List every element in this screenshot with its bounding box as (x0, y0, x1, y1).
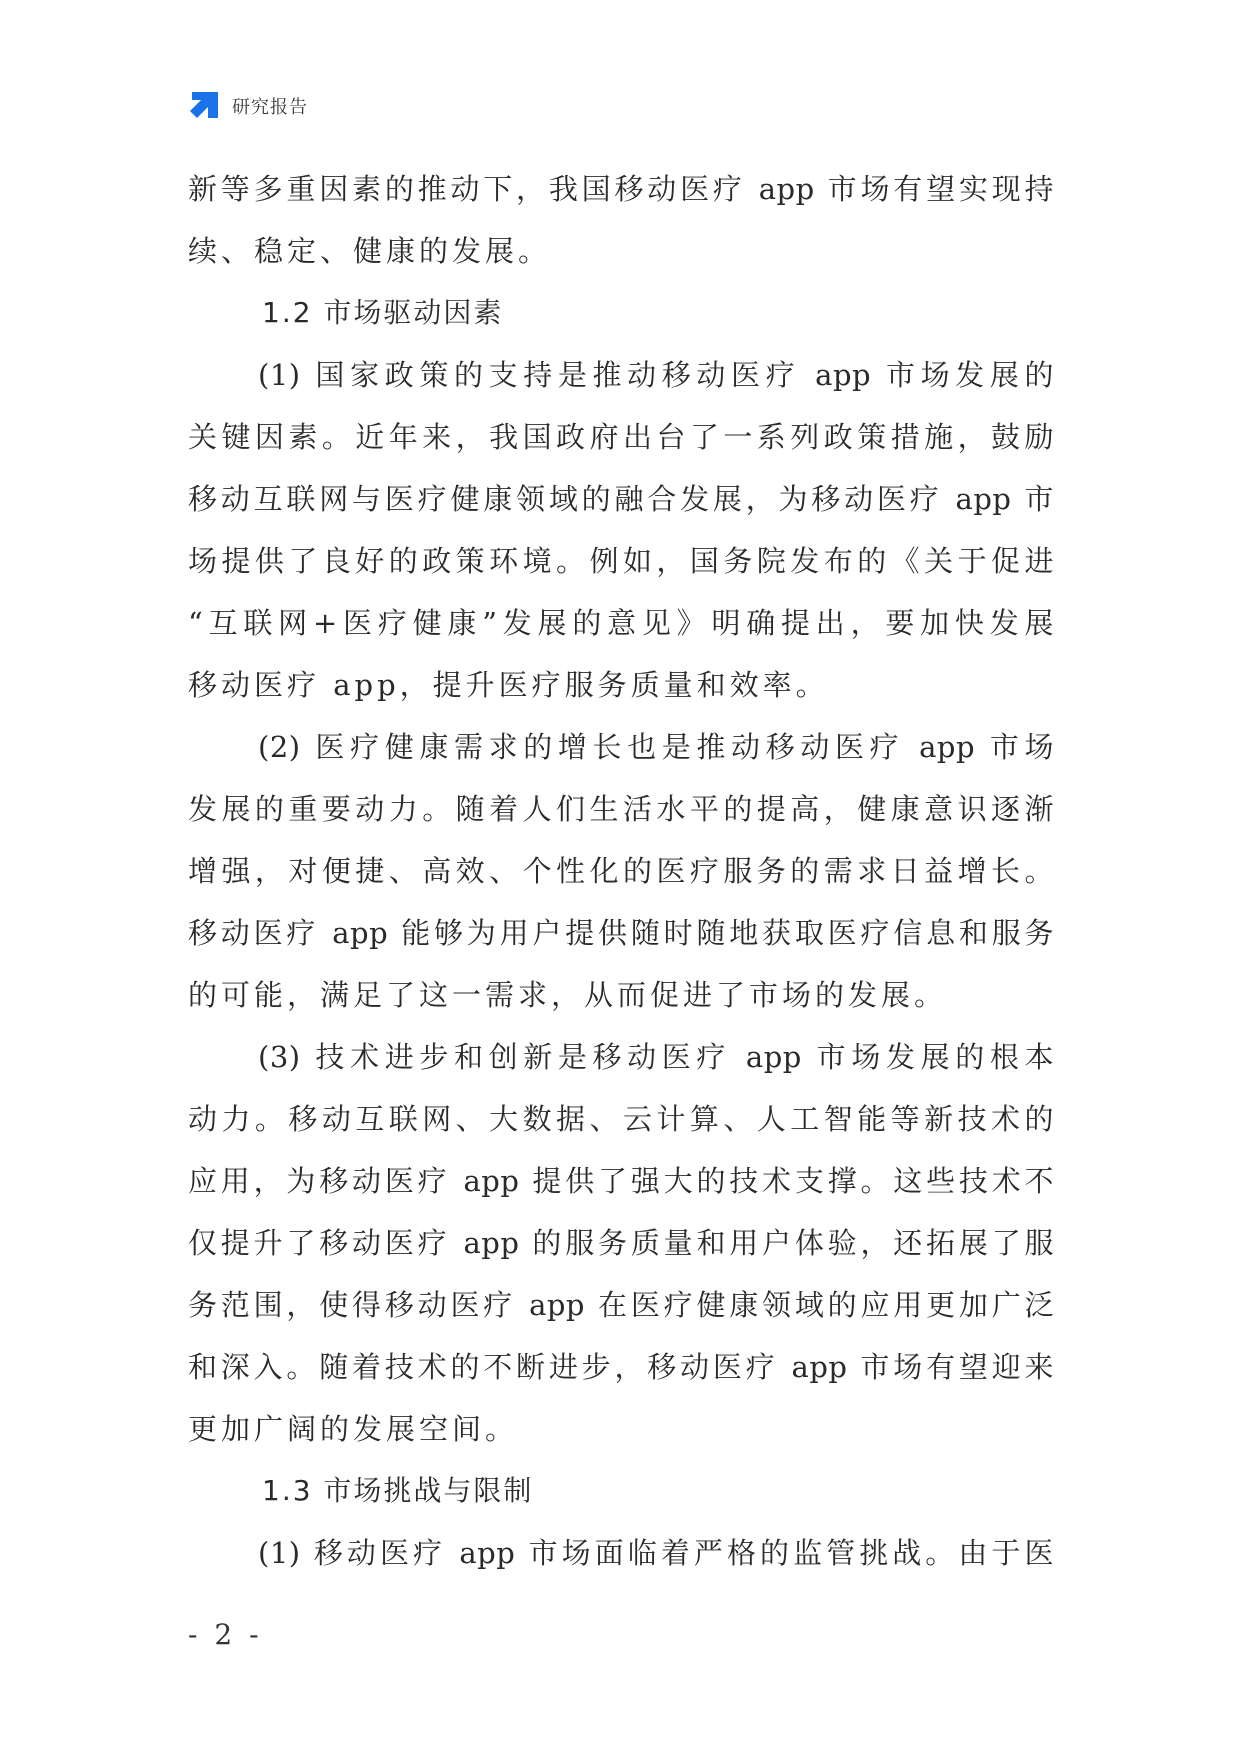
paragraph-line: 发展的重要动力。随着人们生活水平的提高，健康意识逐渐 (188, 792, 1054, 826)
paragraph-line: 移动互联网与医疗健康领域的融合发展，为移动医疗 app 市 (188, 482, 1054, 516)
paragraph-line: (2) 医疗健康需求的增长也是推动移动医疗 app 市场 (258, 730, 1054, 764)
paragraph-line: (1) 移动医疗 app 市场面临着严格的监管挑战。由于医 (258, 1536, 1054, 1570)
paragraph-line: 移动医疗 app 能够为用户提供随时随地获取医疗信息和服务 (188, 916, 1054, 950)
report-header (188, 88, 308, 124)
paragraph-line: 仅提升了移动医疗 app 的服务质量和用户体验，还拓展了服 (188, 1226, 1054, 1260)
paragraph-line: 动力。移动互联网、大数据、云计算、人工智能等新技术的 (188, 1102, 1054, 1136)
arrow-logo-icon (188, 90, 220, 122)
paragraph-line: 续、稳定、健康的发展。 (188, 234, 552, 268)
paragraph-line: “互联网+医疗健康”发展的意见》明确提出，要加快发展 (188, 606, 1054, 640)
paragraph-line: 场提供了良好的政策环境。例如，国务院发布的《关于促进 (188, 544, 1054, 578)
paragraph-line: 增强，对便捷、高效、个性化的医疗服务的需求日益增长。 (188, 854, 1054, 888)
paragraph-line: (3) 技术进步和创新是移动医疗 app 市场发展的根本 (258, 1040, 1054, 1074)
paragraph-line: 关键因素。近年来，我国政府出台了一系列政策措施，鼓励 (188, 420, 1054, 454)
paragraph-line: 务范围，使得移动医疗 app 在医疗健康领域的应用更加广泛 (188, 1288, 1054, 1322)
paragraph-line: 和深入。随着技术的不断进步，移动医疗 app 市场有望迎来 (188, 1350, 1054, 1384)
paragraph-line: 新等多重因素的推动下，我国移动医疗 app 市场有望实现持 (188, 172, 1054, 206)
paragraph-line: 更加广阔的发展空间。 (188, 1412, 519, 1446)
header-label: 研究报告 (232, 97, 308, 118)
paragraph-line: (1) 国家政策的支持是推动移动医疗 app 市场发展的 (258, 358, 1054, 392)
paragraph-line: 应用，为移动医疗 app 提供了强大的技术支撑。这些技术不 (188, 1164, 1054, 1198)
section-heading: 1.2 市场驱动因素 (262, 296, 504, 329)
page-number: - 2 - (188, 1618, 263, 1651)
paragraph-line: 移动医疗 app，提升医疗服务质量和效率。 (188, 668, 829, 702)
document-body (188, 158, 1054, 1584)
paragraph-line: 的可能，满足了这一需求，从而促进了市场的发展。 (188, 978, 948, 1012)
section-heading: 1.3 市场挑战与限制 (262, 1474, 534, 1507)
